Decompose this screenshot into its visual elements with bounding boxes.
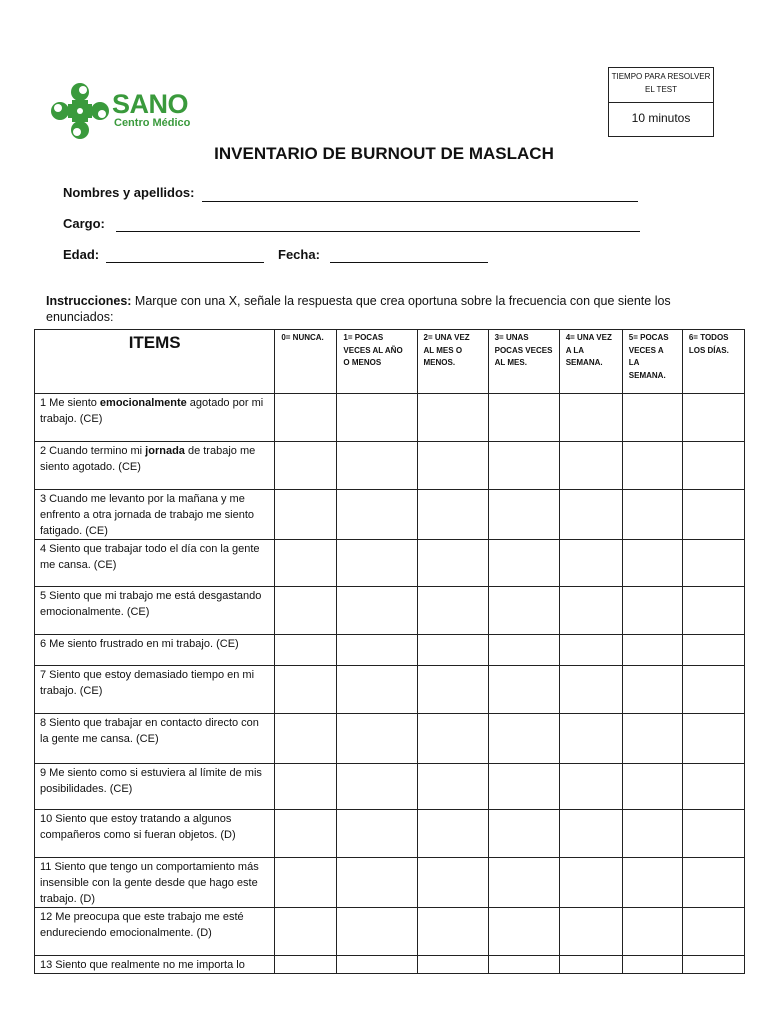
answer-cell-4[interactable]: [559, 587, 622, 635]
table-row: [35, 810, 745, 858]
freq-header-2: 2= UNA VEZ AL MES O MENOS.: [417, 330, 488, 394]
answer-cell-1[interactable]: [337, 858, 417, 908]
answer-cell-3[interactable]: [488, 956, 559, 974]
table-row: [35, 666, 745, 714]
answer-cell-6[interactable]: [682, 714, 744, 764]
item-text: [35, 442, 275, 490]
table-header-row: [35, 330, 745, 394]
item-text: [35, 908, 275, 956]
freq-header-3: 3= UNAS POCAS VECES AL MES.: [488, 330, 559, 394]
answer-cell-1[interactable]: [337, 587, 417, 635]
answer-cell-4[interactable]: [559, 764, 622, 810]
table-row: [35, 394, 745, 442]
answer-cell-6[interactable]: [682, 635, 744, 666]
burnout-items-table: [34, 329, 745, 974]
answer-cell-3[interactable]: [488, 540, 559, 587]
answer-cell-2[interactable]: [417, 394, 488, 442]
answer-cell-6[interactable]: [682, 540, 744, 587]
answer-cell-2[interactable]: [417, 490, 488, 540]
answer-cell-2[interactable]: [417, 858, 488, 908]
answer-cell-1[interactable]: [337, 714, 417, 764]
item-text: [35, 810, 275, 858]
item-text-part: 13 Siento que realmente no me importa lo: [40, 959, 245, 971]
table-row: [35, 908, 745, 956]
answer-cell-5[interactable]: [622, 635, 682, 666]
table-row: [35, 635, 745, 666]
answer-cell-5[interactable]: [622, 587, 682, 635]
table-row: [35, 764, 745, 810]
answer-cell-6[interactable]: [682, 764, 744, 810]
answer-cell-5[interactable]: [622, 442, 682, 490]
answer-cell-2[interactable]: [417, 764, 488, 810]
answer-cell-2[interactable]: [417, 666, 488, 714]
answer-cell-0[interactable]: [275, 540, 337, 587]
edad-input-line[interactable]: [106, 262, 264, 263]
item-text-part: agotado por mi trabajo. (CE): [40, 397, 264, 425]
answer-cell-3[interactable]: [488, 908, 559, 956]
item-text: [35, 764, 275, 810]
answer-cell-0[interactable]: [275, 810, 337, 858]
item-text: [35, 587, 275, 635]
answer-cell-2[interactable]: [417, 956, 488, 974]
item-text: [35, 956, 275, 974]
item-text: [35, 490, 275, 540]
answer-cell-4[interactable]: [559, 540, 622, 587]
answer-cell-5[interactable]: [622, 714, 682, 764]
instructions: [46, 293, 736, 325]
answer-cell-1[interactable]: [337, 764, 417, 810]
answer-cell-4[interactable]: [559, 442, 622, 490]
answer-cell-0[interactable]: [275, 666, 337, 714]
table-row: [35, 490, 745, 540]
answer-cell-4[interactable]: [559, 956, 622, 974]
answer-cell-1[interactable]: [337, 540, 417, 587]
answer-cell-1[interactable]: [337, 442, 417, 490]
answer-cell-3[interactable]: [488, 858, 559, 908]
answer-cell-3[interactable]: [488, 714, 559, 764]
item-text-part: 8 Siento que trabajar en contacto directo con la gente me cansa. (CE): [40, 717, 259, 745]
answer-cell-2[interactable]: [417, 908, 488, 956]
answer-cell-6[interactable]: [682, 810, 744, 858]
answer-cell-2[interactable]: [417, 587, 488, 635]
answer-cell-0[interactable]: [275, 635, 337, 666]
answer-cell-6[interactable]: [682, 490, 744, 540]
answer-cell-0[interactable]: [275, 956, 337, 974]
item-text: [35, 540, 275, 587]
answer-cell-2[interactable]: [417, 810, 488, 858]
item-text-part: 12 Me preocupa que este trabajo me esté endureciendo emocionalmente. (D): [40, 911, 244, 939]
logo-subtitle: Centro Médico: [114, 117, 191, 129]
answer-cell-2[interactable]: [417, 442, 488, 490]
freq-header-0: 0= NUNCA.: [275, 330, 337, 394]
answer-cell-0[interactable]: [275, 714, 337, 764]
answer-cell-6[interactable]: [682, 956, 744, 974]
name-label: Nombres y apellidos:: [63, 185, 195, 200]
instructions-text: Marque con una X, señale la respuesta que crea oportuna sobre la frecuencia con que siente los enunciados:: [46, 294, 671, 324]
item-text-part: 2 Cuando termino mi: [40, 445, 146, 457]
logo-name: SANO: [112, 89, 189, 119]
answer-cell-4[interactable]: [559, 908, 622, 956]
fecha-label: Fecha:: [278, 247, 320, 262]
answer-cell-5[interactable]: [622, 858, 682, 908]
freq-header-4: 4= UNA VEZ A LA SEMANA.: [559, 330, 622, 394]
answer-cell-1[interactable]: [337, 394, 417, 442]
medical-cross-logo-icon: [48, 80, 112, 142]
answer-cell-3[interactable]: [488, 666, 559, 714]
table-row: [35, 956, 745, 974]
answer-cell-0[interactable]: [275, 858, 337, 908]
answer-cell-1[interactable]: [337, 635, 417, 666]
item-text-part: 9 Me siento como si estuviera al límite de mis posibilidades. (CE): [40, 767, 262, 795]
sano-logo: [48, 80, 208, 142]
answer-cell-6[interactable]: [682, 587, 744, 635]
freq-header-6: 6= TODOS LOS DÍAS.: [682, 330, 744, 394]
answer-cell-4[interactable]: [559, 490, 622, 540]
cargo-input-line[interactable]: [116, 231, 640, 232]
item-text: [35, 394, 275, 442]
answer-cell-1[interactable]: [337, 810, 417, 858]
answer-cell-1[interactable]: [337, 908, 417, 956]
item-text-part: 7 Siento que estoy demasiado tiempo en mi trabajo. (CE): [40, 669, 255, 697]
freq-header-1: 1= POCAS VECES AL AÑO O MENOS: [337, 330, 417, 394]
item-text-emphasis: jornada: [145, 445, 185, 457]
table-row: [35, 858, 745, 908]
answer-cell-3[interactable]: [488, 490, 559, 540]
answer-cell-2[interactable]: [417, 635, 488, 666]
answer-cell-6[interactable]: [682, 442, 744, 490]
item-text-part: 1 Me siento: [40, 397, 100, 409]
answer-cell-5[interactable]: [622, 956, 682, 974]
answer-cell-1[interactable]: [337, 956, 417, 974]
table-row: [35, 714, 745, 764]
cargo-label: Cargo:: [63, 216, 105, 231]
freq-header-5: 5= POCAS VECES A LA SEMANA.: [622, 330, 682, 394]
answer-cell-0[interactable]: [275, 764, 337, 810]
answer-cell-5[interactable]: [622, 540, 682, 587]
item-text-part: 11 Siento que tengo un comportamiento más insensible con la gente desde que hago este trabajo. (D): [40, 861, 259, 905]
answer-cell-4[interactable]: [559, 810, 622, 858]
answer-cell-6[interactable]: [682, 908, 744, 956]
fecha-input-line[interactable]: [330, 262, 488, 263]
time-box: [608, 67, 714, 137]
item-text: [35, 635, 275, 666]
edad-label: Edad:: [63, 247, 100, 262]
item-text-part: 5 Siento que mi trabajo me está desgastando emocionalmente. (CE): [40, 590, 262, 618]
answer-cell-1[interactable]: [337, 666, 417, 714]
answer-cell-5[interactable]: [622, 666, 682, 714]
item-text: [35, 858, 275, 908]
item-text-part: de trabajo me siento agotado. (CE): [40, 445, 256, 473]
item-text: [35, 714, 275, 764]
answer-cell-5[interactable]: [622, 810, 682, 858]
answer-cell-5[interactable]: [622, 394, 682, 442]
answer-cell-3[interactable]: [488, 764, 559, 810]
answer-cell-5[interactable]: [622, 490, 682, 540]
answer-cell-4[interactable]: [559, 635, 622, 666]
answer-cell-2[interactable]: [417, 540, 488, 587]
instructions-label: Instrucciones:: [46, 294, 132, 308]
item-text: [35, 666, 275, 714]
table-row: [35, 442, 745, 490]
answer-cell-0[interactable]: [275, 587, 337, 635]
answer-cell-4[interactable]: [559, 858, 622, 908]
answer-cell-5[interactable]: [622, 908, 682, 956]
answer-cell-0[interactable]: [275, 490, 337, 540]
answer-cell-4[interactable]: [559, 666, 622, 714]
item-text-part: 3 Cuando me levanto por la mañana y me enfrento a otra jornada de trabajo me siento fatigado. (CE): [40, 493, 255, 537]
answer-cell-0[interactable]: [275, 442, 337, 490]
answer-cell-0[interactable]: [275, 394, 337, 442]
answer-cell-1[interactable]: [337, 490, 417, 540]
answer-cell-6[interactable]: [682, 858, 744, 908]
time-box-label: TIEMPO PARA RESOLVER EL TEST: [609, 68, 713, 103]
time-box-value: 10 minutos: [631, 111, 691, 125]
answer-cell-3[interactable]: [488, 587, 559, 635]
answer-cell-4[interactable]: [559, 394, 622, 442]
answer-cell-2[interactable]: [417, 714, 488, 764]
item-text-part: 10 Siento que estoy tratando a algunos compañeros como si fueran objetos. (D): [40, 813, 236, 841]
answer-cell-6[interactable]: [682, 666, 744, 714]
item-text-part: 4 Siento que trabajar todo el día con la gente me cansa. (CE): [40, 543, 260, 571]
answer-cell-5[interactable]: [622, 764, 682, 810]
answer-cell-6[interactable]: [682, 394, 744, 442]
table-row: [35, 540, 745, 587]
table-row: [35, 587, 745, 635]
answer-cell-3[interactable]: [488, 635, 559, 666]
answer-cell-3[interactable]: [488, 394, 559, 442]
answer-cell-4[interactable]: [559, 714, 622, 764]
item-text-emphasis: emocionalmente: [99, 397, 187, 409]
name-input-line[interactable]: [202, 201, 638, 202]
items-header: ITEMS: [35, 330, 275, 394]
item-text-part: 6 Me siento frustrado en mi trabajo. (CE): [40, 638, 239, 650]
document-title: INVENTARIO DE BURNOUT DE MASLACH: [214, 144, 554, 163]
answer-cell-3[interactable]: [488, 810, 559, 858]
answer-cell-0[interactable]: [275, 908, 337, 956]
answer-cell-3[interactable]: [488, 442, 559, 490]
